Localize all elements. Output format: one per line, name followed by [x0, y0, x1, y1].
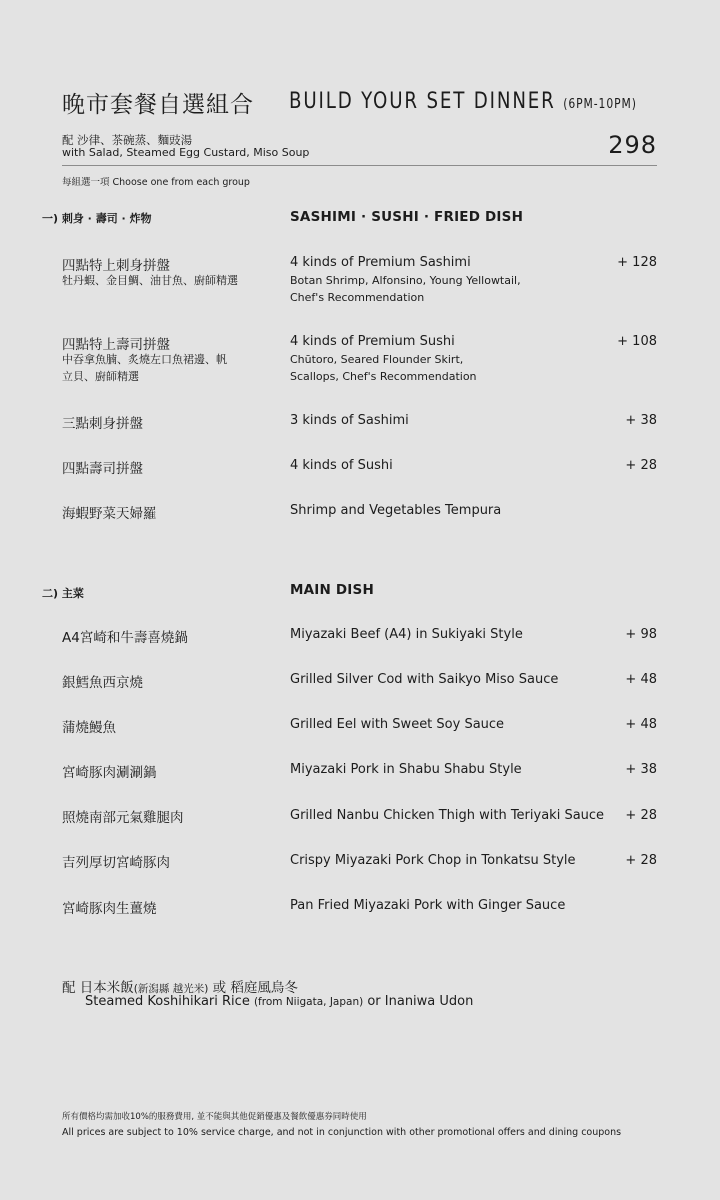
section-1-title-chinese: 一) 刺身 · 壽司 · 炸物: [42, 212, 152, 225]
menu-item-name-en: 4 kinds of Premium Sushi: [290, 334, 455, 349]
menu-item-name-en: Shrimp and Vegetables Tempura: [290, 503, 502, 518]
menu-item-name-zh: 吉列厚切宮崎豚肉: [62, 855, 170, 871]
rice-option-english: [85, 994, 473, 1009]
menu-item-name-en: Miyazaki Beef (A4) in Sukiyaki Style: [290, 627, 523, 642]
menu-item-price: + 98: [625, 627, 657, 642]
rice-zh-part-a: 配 日本米飯: [62, 980, 134, 996]
section-2-title-english: MAIN DISH: [290, 582, 374, 598]
menu-item-price: + 38: [625, 413, 657, 428]
menu-item-price: + 38: [625, 762, 657, 777]
menu-item-desc-zh: 中吞拿魚腩、炙燒左口魚裙邊、帆立貝、廚師精選: [62, 353, 227, 383]
section-1-title-english: SASHIMI · SUSHI · FRIED DISH: [290, 209, 524, 225]
includes-chinese: 配 沙律、茶碗蒸、麵豉湯: [62, 133, 193, 147]
rice-zh-note: (新潟縣 越光米): [133, 983, 209, 995]
menu-item-price: + 128: [617, 255, 657, 270]
menu-item-desc-en: Botan Shrimp, Alfonsino, Young Yellowtail, Chef's Recommendation: [290, 274, 521, 304]
menu-item-name-zh: 宮崎豚肉生薑燒: [62, 901, 157, 917]
title-english: [289, 89, 637, 114]
menu-item-desc-en: Chūtoro, Seared Flounder Skirt, Scallops, Chef's Recommendation: [290, 353, 477, 383]
menu-item-name-en: Crispy Miyazaki Pork Chop in Tonkatsu Style: [290, 853, 576, 868]
menu-item-name-zh: 四點特上刺身拼盤: [62, 258, 170, 274]
menu-item-name-en: Grilled Silver Cod with Saikyo Miso Sauce: [290, 672, 559, 687]
menu-item-price: + 48: [625, 672, 657, 687]
menu-item-price: + 28: [625, 808, 657, 823]
menu-item-name-zh: 照燒南部元氣雞腿肉: [62, 810, 184, 826]
section-2-title-chinese: 二) 主菜: [42, 587, 84, 600]
menu-item-name-zh: 宮崎豚肉涮涮鍋: [62, 765, 157, 781]
menu-item-name-en: Grilled Nanbu Chicken Thigh with Teriyaki Sauce: [290, 808, 605, 823]
menu-item-name-en: 3 kinds of Sashimi: [290, 413, 409, 428]
set-price: 298: [608, 131, 657, 159]
menu-item-name-en: Miyazaki Pork in Shabu Shabu Style: [290, 762, 522, 777]
menu-item-desc-zh: 牡丹蝦、金目鯛、油甘魚、廚師精選: [62, 274, 238, 287]
menu-item-name-zh: 海蝦野菜天婦羅: [62, 506, 157, 522]
menu-item-name-en: 4 kinds of Premium Sashimi: [290, 255, 471, 270]
menu-item-name-en: Pan Fried Miyazaki Pork with Ginger Sauce: [290, 898, 566, 913]
rice-zh-part-b: 或 稻庭風烏冬: [208, 980, 298, 996]
menu-item-name-zh: 銀鱈魚西京燒: [62, 675, 143, 691]
menu-item-name-zh: 三點刺身拼盤: [62, 416, 143, 432]
menu-item-price: + 48: [625, 717, 657, 732]
choose-instruction: 每組選一項 Choose one from each group: [62, 177, 250, 188]
rice-en-part-a: Steamed Koshihikari Rice: [85, 994, 254, 1009]
footer-note-english: All prices are subject to 10% service charge, and not in conjunction with other promotional offers and dining coupons: [62, 1127, 622, 1138]
title-chinese: 晚市套餐自選組合: [62, 92, 254, 118]
dinner-hours: (6PM-10PM): [563, 97, 637, 112]
footer-note-chinese: 所有價格均需加收10%的服務費用, 並不能與其他促銷優惠及餐飲優惠券同時使用: [62, 1112, 367, 1122]
menu-item-name-zh: A4宮崎和牛壽喜燒鍋: [62, 630, 188, 646]
rice-en-part-b: or Inaniwa Udon: [363, 994, 474, 1009]
menu-item-price: + 28: [625, 458, 657, 473]
menu-item-price: + 28: [625, 853, 657, 868]
rice-en-note: (from Niigata, Japan): [253, 996, 364, 1008]
includes-english: with Salad, Steamed Egg Custard, Miso Soup: [62, 146, 310, 159]
menu-item-name-zh: 四點壽司拼盤: [62, 461, 143, 477]
menu-item-price: + 108: [617, 334, 657, 349]
menu-item-name-zh: 蒲燒鰻魚: [62, 720, 116, 736]
menu-item-name-zh: 四點特上壽司拼盤: [62, 337, 170, 353]
rice-option-chinese: [62, 976, 298, 996]
title-english-text: BUILD YOUR SET DINNER: [289, 89, 556, 114]
menu-item-name-en: Grilled Eel with Sweet Soy Sauce: [290, 717, 505, 732]
divider: [62, 165, 657, 166]
menu-item-name-en: 4 kinds of Sushi: [290, 458, 393, 473]
